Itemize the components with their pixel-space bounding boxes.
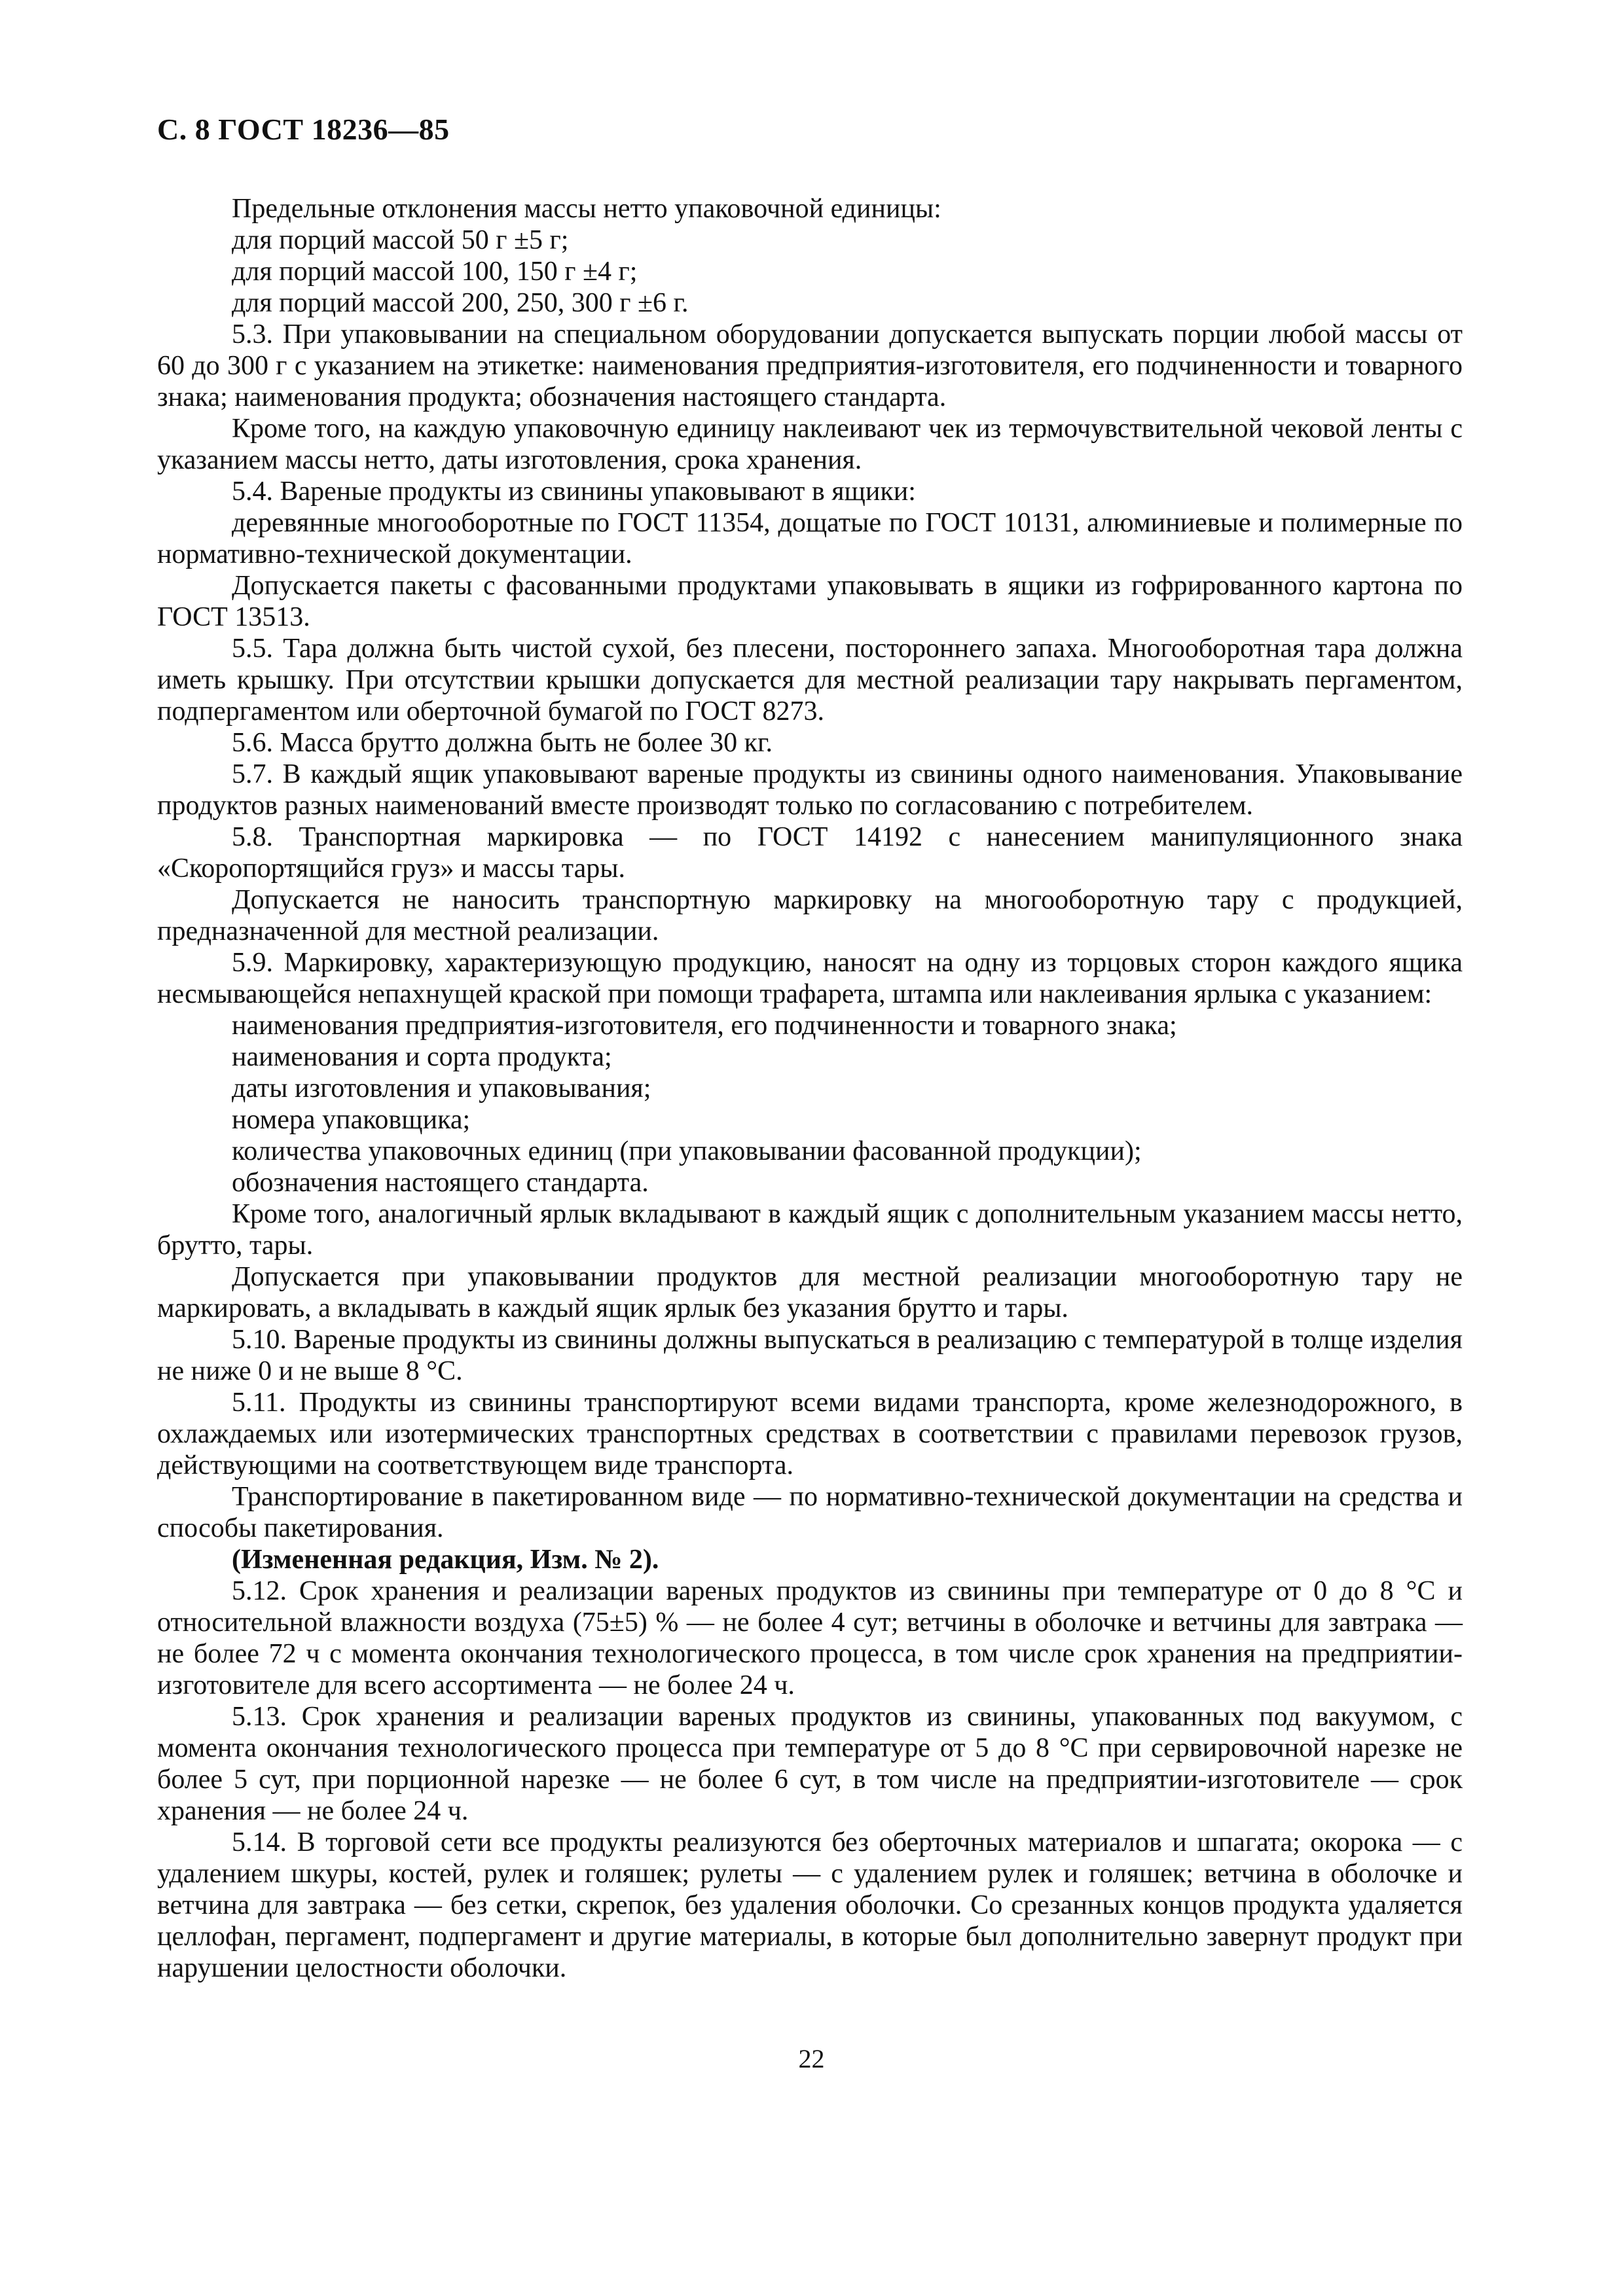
paragraph: Допускается при упаковывании продуктов для местной реализации многооборотную тару не маркировать, а вкладывать в каждый ящик ярлык без указания брутто и тары. bbox=[157, 1262, 1463, 1323]
paragraph: 5.13. Срок хранения и реализации вареных продуктов из свинины, упакованных под вакуумом, с момента окончания технологического процесса при температуре от 5 до 8 °С при сервировочной нарезке не более 5 сут, при порционной нарезке — не более 6 сут, в том числе на предприятии-изготовителе — срок хранения — не более 24 ч. bbox=[157, 1702, 1463, 1826]
paragraph: 5.9. Маркировку, характеризующую продукцию, наносят на одну из торцовых сторон каждого ящика несмывающейся непахнущей краской при помощи трафарета, штампа или наклеивания ярлыка с указанием: bbox=[157, 948, 1463, 1009]
paragraph: Кроме того, аналогичный ярлык вкладывают в каждый ящик с дополнительным указанием массы нетто, брутто, тары. bbox=[157, 1199, 1463, 1261]
paragraph: даты изготовления и упаковывания; bbox=[232, 1073, 651, 1103]
paragraph: Допускается не наносить транспортную маркировку на многооборотную тару с продукцией, предназначенной для местной реализации. bbox=[157, 885, 1463, 946]
paragraph: 5.5. Тара должна быть чистой сухой, без плесени, постороннего запаха. Многооборотная тара должна иметь крышку. При отсутствии крышки допускается для местной реализации тару накрывать пергаментом, подпергаментом или оберточной бумагой по ГОСТ 8273. bbox=[157, 634, 1463, 726]
paragraph: 5.6. Масса брутто должна быть не более 30 кг. bbox=[232, 728, 773, 758]
paragraph: деревянные многооборотные по ГОСТ 11354, дощатые по ГОСТ 10131, алюминиевые и полимерные по нормативно-технической документации. bbox=[157, 508, 1463, 569]
paragraph: обозначения настоящего стандарта. bbox=[232, 1168, 649, 1198]
amendment-note: (Измененная редакция, Изм. № 2). bbox=[232, 1545, 659, 1575]
document-body bbox=[157, 193, 1463, 1984]
paragraph: для порций массой 50 г ±5 г; bbox=[232, 225, 569, 255]
paragraph: Допускается пакеты с фасованными продуктами упаковывать в ящики из гофрированного картона по ГОСТ 13513. bbox=[157, 571, 1463, 632]
page-header: С. 8 ГОСТ 18236—85 bbox=[157, 113, 450, 146]
page-number: 22 bbox=[798, 2044, 825, 2073]
paragraph: 5.3. При упаковывании на специальном оборудовании допускается выпускать порции любой массы от 60 до 300 г с указанием на этикетке: наименования предприятия-изготовителя, его подчиненности и товарного знака; наименования продукта; обозначения настоящего стандарта. bbox=[157, 319, 1463, 412]
paragraph: наименования предприятия-изготовителя, его подчиненности и товарного знака; bbox=[232, 1011, 1177, 1041]
paragraph: Кроме того, на каждую упаковочную единицу наклеивают чек из термочувствительной чековой ленты с указанием массы нетто, даты изготовления, срока хранения. bbox=[157, 414, 1463, 475]
paragraph: номера упаковщика; bbox=[232, 1105, 471, 1135]
paragraph: для порций массой 100, 150 г ±4 г; bbox=[232, 257, 638, 287]
paragraph: 5.7. В каждый ящик упаковывают вареные продукты из свинины одного наименования. Упаковывание продуктов разных наименований вместе производят только по согласованию с потребителем. bbox=[157, 759, 1463, 821]
paragraph: Предельные отклонения массы нетто упаковочной единицы: bbox=[232, 194, 941, 224]
paragraph: 5.4. Вареные продукты из свинины упаковывают в ящики: bbox=[232, 476, 916, 507]
paragraph: количества упаковочных единиц (при упаковывании фасованной продукции); bbox=[232, 1136, 1142, 1166]
paragraph: 5.8. Транспортная маркировка — по ГОСТ 14192 с нанесением манипуляционного знака «Скоропортящийся груз» и массы тары. bbox=[157, 822, 1463, 884]
paragraph: наименования и сорта продукта; bbox=[232, 1042, 612, 1072]
paragraph: 5.12. Срок хранения и реализации вареных продуктов из свинины при температуре от 0 до 8 °С и относительной влажности воздуха (75±5) % — не более 4 сут; ветчины в оболочке и ветчины для завтрака — не более 72 ч с момента окончания технологического процесса, в том числе срок хранения на предприятии-изготовителе для всего ассортимента — не более 24 ч. bbox=[157, 1576, 1463, 1700]
paragraph: 5.10. Вареные продукты из свинины должны выпускаться в реализацию с температурой в толще изделия не ниже 0 и не выше 8 °С. bbox=[157, 1325, 1463, 1386]
paragraph: для порций массой 200, 250, 300 г ±6 г. bbox=[232, 288, 689, 318]
paragraph: Транспортирование в пакетированном виде — по нормативно-технической документации на средства и способы пакетирования. bbox=[157, 1482, 1463, 1543]
paragraph: 5.14. В торговой сети все продукты реализуются без оберточных материалов и шпагата; окорока — с удалением шкуры, костей, рулек и голяшек; рулеты — с удалением рулек и голяшек; ветчина в оболочке и ветчина для завтрака — без сетки, скрепок, без удаления оболочки. Со срезанных концов продукта удаляется целлофан, пергамент, подпергамент и другие материалы, в которые был дополнительно завернут продукт при нарушении целостности оболочки. bbox=[157, 1827, 1463, 1983]
paragraph: 5.11. Продукты из свинины транспортируют всеми видами транспорта, кроме железнодорожного, в охлаждаемых или изотермических транспортных средствах в соответствии с правилами перевозок грузов, действующими на соответствующем виде транспорта. bbox=[157, 1388, 1463, 1480]
